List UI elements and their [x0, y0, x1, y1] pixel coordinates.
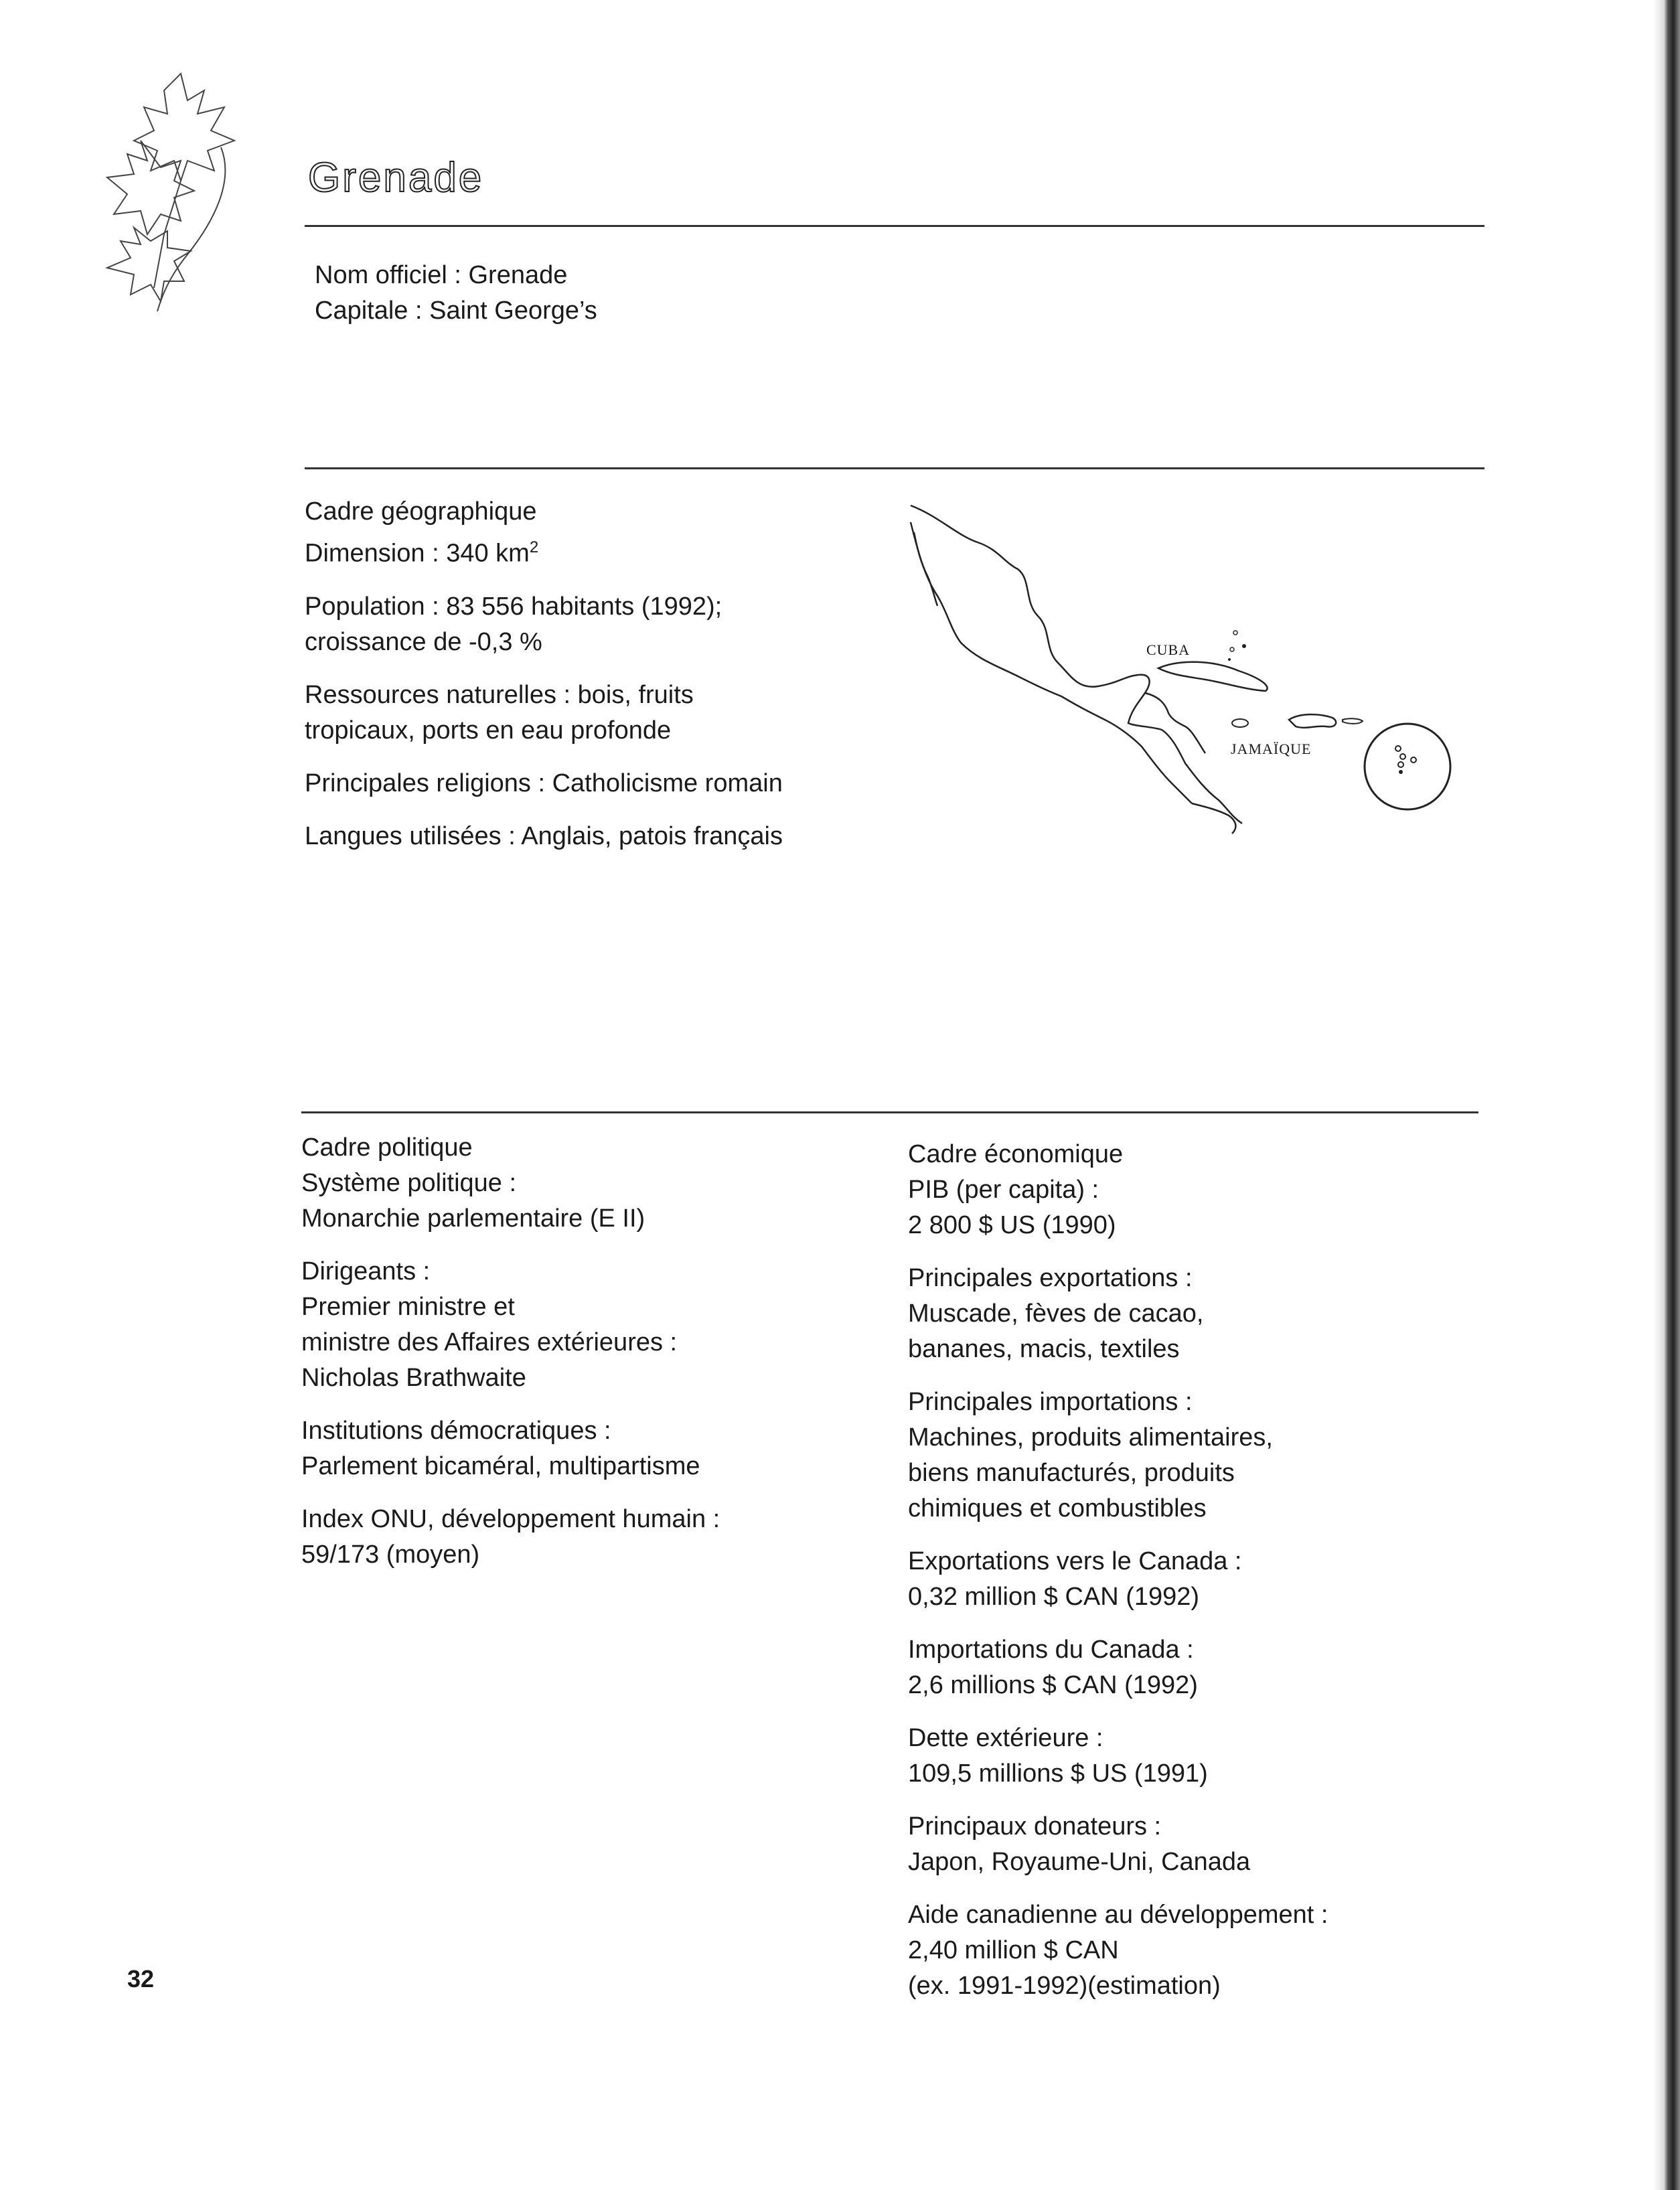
leaders-line-1: Premier ministre et	[301, 1293, 515, 1321]
map-label-jamaica: JAMAÏQUE	[1231, 740, 1312, 757]
debt-value: 109,5 millions $ US (1991)	[908, 1759, 1208, 1788]
exports-line-2: bananes, macis, textiles	[908, 1335, 1180, 1363]
imports-line-1: Machines, produits alimentaires,	[908, 1423, 1273, 1452]
aid-value: 2,40 million $ CAN	[908, 1936, 1119, 1964]
header-info	[315, 258, 597, 329]
aid-period: (ex. 1991-1992)(estimation)	[908, 1972, 1221, 2000]
imports-canada-label: Importations du Canada :	[908, 1636, 1194, 1664]
donors-label: Principaux donateurs :	[908, 1812, 1162, 1841]
population-line-1: Population : 83 556 habitants (1992);	[305, 592, 722, 621]
imports-label: Principales importations :	[908, 1388, 1193, 1416]
politics-heading: Cadre politique	[301, 1133, 473, 1162]
gdp-label: PIB (per capita) :	[908, 1176, 1099, 1204]
system-value: Monarchie parlementaire (E II)	[301, 1204, 645, 1233]
institutions-value: Parlement bicaméral, multipartisme	[301, 1452, 700, 1480]
capital: Capitale : Saint George’s	[315, 297, 597, 325]
index-label: Index ONU, développement humain :	[301, 1505, 720, 1533]
exports-canada-label: Exportations vers le Canada :	[908, 1547, 1242, 1575]
politics-section	[301, 1130, 720, 1590]
imports-line-2: biens manufacturés, produits	[908, 1459, 1235, 1487]
title-divider	[305, 225, 1484, 227]
exports-canada-value: 0,32 million $ CAN (1992)	[908, 1583, 1200, 1611]
system-label: Système politique :	[301, 1169, 517, 1197]
institutions-label: Institutions démocratiques :	[301, 1417, 611, 1445]
official-name: Nom officiel : Grenade	[315, 261, 568, 289]
dimension: Dimension : 340 $km^2$	[305, 538, 539, 568]
resources-line-2: tropicaux, ports en eau profonde	[305, 716, 672, 745]
section-divider-geo	[305, 467, 1484, 469]
exports-line-1: Muscade, fèves de cacao,	[908, 1300, 1204, 1328]
aid-label: Aide canadienne au développement :	[908, 1901, 1328, 1929]
economy-heading: Cadre économique	[908, 1140, 1124, 1168]
map-label-cuba: CUBA	[1146, 641, 1191, 658]
leaders-label: Dirigeants :	[301, 1257, 431, 1285]
economy-section	[908, 1137, 1328, 2021]
binding-edge	[1653, 0, 1680, 2190]
imports-canada-value: 2,6 millions $ CAN (1992)	[908, 1671, 1198, 1699]
region-map	[897, 495, 1466, 844]
donors-value: Japon, Royaume-Uni, Canada	[908, 1848, 1251, 1876]
leaders-line-3: Nicholas Brathwaite	[301, 1364, 526, 1392]
leaders-line-2: ministre des Affaires extérieures :	[301, 1328, 678, 1356]
geo-section	[305, 494, 783, 872]
debt-label: Dette extérieure :	[908, 1724, 1103, 1752]
caribbean-map-icon	[897, 495, 1466, 844]
religions: Principales religions : Catholicisme romain	[305, 769, 783, 797]
languages: Langues utilisées : Anglais, patois français	[305, 822, 783, 850]
maple-leaf-decoration-icon	[80, 60, 248, 315]
page-title: Grenade	[308, 155, 484, 201]
imports-line-3: chimiques et combustibles	[908, 1494, 1207, 1522]
resources-line-1: Ressources naturelles : bois, fruits	[305, 680, 694, 709]
section-divider-politics	[301, 1111, 1478, 1113]
exports-label: Principales exportations :	[908, 1264, 1193, 1292]
geo-heading: Cadre géographique	[305, 497, 537, 526]
index-value: 59/173 (moyen)	[301, 1541, 480, 1569]
population-line-2: croissance de -0,3 %	[305, 627, 542, 656]
page-number: 32	[127, 1965, 155, 1992]
gdp-value: 2 800 $ US (1990)	[908, 1211, 1116, 1239]
